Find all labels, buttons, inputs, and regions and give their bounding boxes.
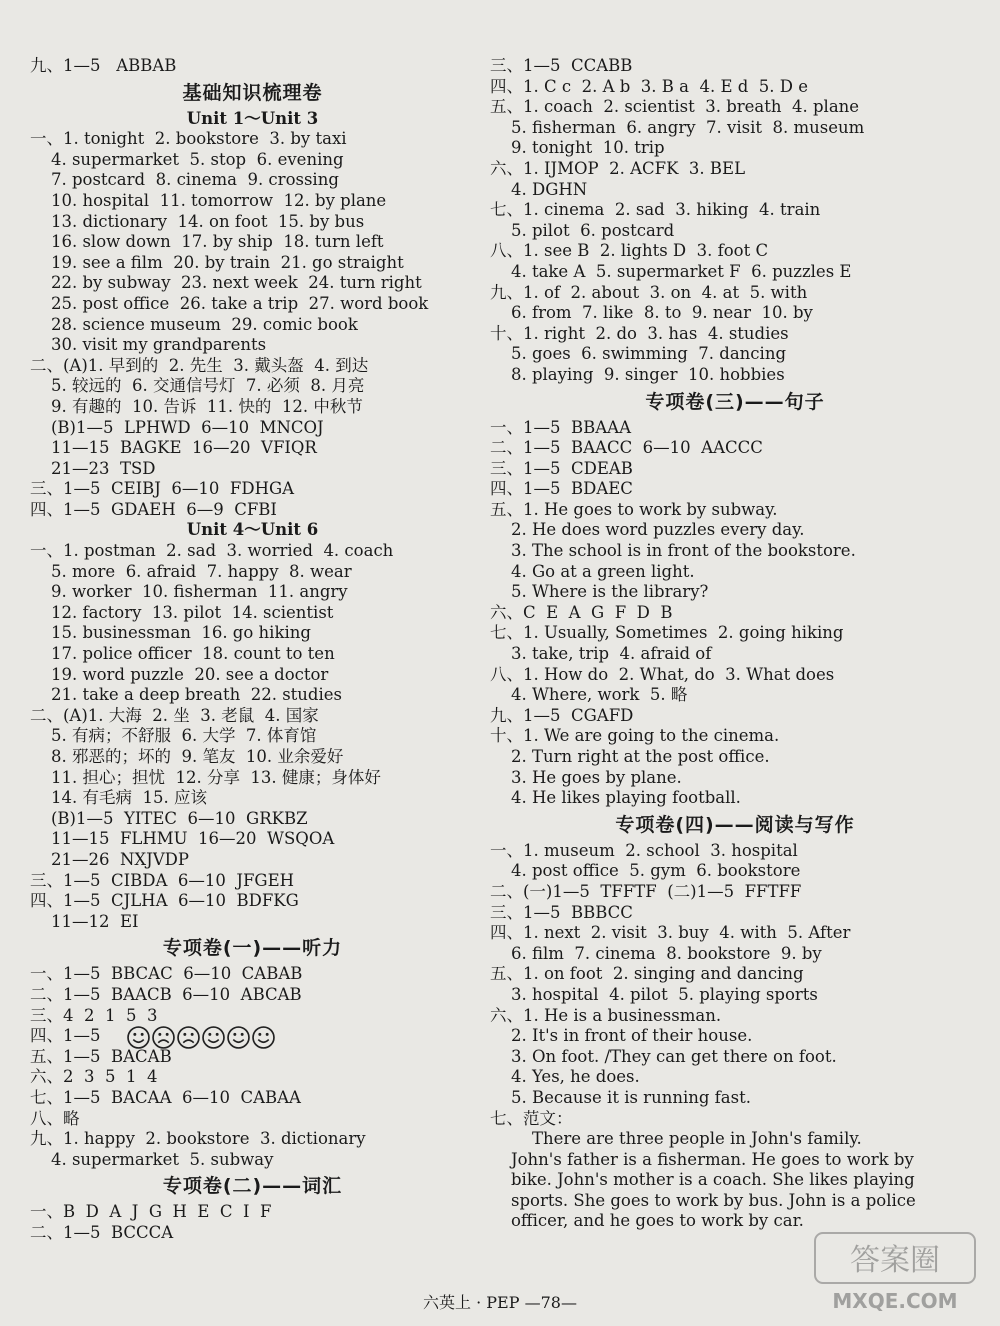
answer-line: 十、1. right 2. do 3. has 4. studies: [490, 323, 789, 343]
answer-line: There are three people in John's family.: [490, 1129, 862, 1149]
answer-line: 四、1. next 2. visit 3. buy 4. with 5. After: [490, 923, 851, 943]
left-column: [30, 56, 475, 1243]
section-heading: 专项卷(四)——阅读与写作: [615, 813, 855, 836]
answer-line: 22. by subway 23. next week 24. turn right: [30, 273, 422, 293]
answer-line: 3. The school is in front of the bookstore.: [490, 541, 856, 561]
answer-line: 六、1. IJMOP 2. ACFK 3. BEL: [490, 158, 746, 178]
answer-line: 3. He goes by plane.: [490, 767, 682, 787]
answer-line: 二、(A)1. 大海 2. 坐 3. 老鼠 4. 国家: [30, 705, 319, 725]
happy-face-icon: [227, 1026, 250, 1049]
answer-line: 六、2 3 5 1 4: [30, 1067, 158, 1087]
answer-line: 八、略: [30, 1108, 80, 1128]
answer-line: 5. fisherman 6. angry 7. visit 8. museum: [490, 117, 865, 137]
answer-line: 三、4 2 1 5 3: [30, 1005, 158, 1025]
answer-line: 四、1—5 GDAEH 6—9 CFBI: [30, 499, 277, 519]
sad-face-icon: [177, 1026, 200, 1049]
section-heading: 专项卷(一)——听力: [162, 937, 343, 960]
answer-line: 13. dictionary 14. on foot 15. by bus: [30, 211, 365, 231]
answer-line: 三、1—5 CCABB: [490, 56, 633, 75]
answer-line: 17. police officer 18. count to ten: [30, 644, 335, 664]
answer-line: sports. She goes to work by bus. John is a police: [490, 1190, 916, 1210]
answer-line: 4. Where, work 5. 略: [490, 685, 688, 705]
answer-line: 21—23 TSD: [30, 458, 156, 478]
answer-line: 九、1—5 ABBAB: [30, 56, 177, 75]
answer-line: 三、1—5 CIBDA 6—10 JFGEH: [30, 870, 295, 890]
answer-line: 2. He does word puzzles every day.: [490, 520, 805, 540]
answer-line: 七、范文：: [490, 1108, 573, 1128]
answer-line: 八、1. see B 2. lights D 3. foot C: [490, 241, 769, 261]
answer-line: 九、1. happy 2. bookstore 3. dictionary: [30, 1129, 366, 1149]
answer-line: 9. tonight 10. trip: [490, 138, 665, 158]
answer-line: 三、1—5 CEIBJ 6—10 FDHGA: [30, 479, 295, 499]
answer-line: officer, and he goes to work by car.: [490, 1211, 804, 1231]
answer-line: 四、1. C c 2. A b 3. B a 4. E d 5. D e: [490, 76, 809, 96]
answer-line: 21. take a deep breath 22. studies: [30, 685, 343, 705]
answer-line: 二、(A)1. 早到的 2. 先生 3. 戴头盔 4. 到达: [30, 355, 369, 375]
sad-face-icon: [152, 1026, 175, 1049]
answer-line: 6. from 7. like 8. to 9. near 10. by: [490, 303, 813, 323]
right-column: [490, 56, 980, 1232]
answer-line: 三、1—5 CDEAB: [490, 458, 633, 478]
answer-line: 九、1. of 2. about 3. on 4. at 5. with: [490, 282, 808, 302]
answer-line: 4. supermarket 5. stop 6. evening: [30, 149, 344, 169]
answer-line: 16. slow down 17. by ship 18. turn left: [30, 232, 384, 252]
watermark-cn: 答案圈: [850, 1243, 940, 1278]
watermark-url: MXQE.COM: [832, 1289, 958, 1313]
unit-heading: Unit 4～Unit 6: [186, 520, 319, 540]
answer-line: 2. It's in front of their house.: [490, 1026, 753, 1046]
watermark-logo: [810, 1228, 980, 1318]
answer-line: 6. film 7. cinema 8. bookstore 9. by: [490, 943, 822, 963]
answer-line: 一、1—5 BBCAC 6—10 CABAB: [30, 964, 303, 984]
answer-line: 一、1—5 BBAAA: [490, 417, 631, 437]
answer-line: 4. He likes playing football.: [490, 788, 741, 808]
answer-line: 3. hospital 4. pilot 5. playing sports: [490, 984, 818, 1004]
answer-line: 一、1. tonight 2. bookstore 3. by taxi: [30, 129, 347, 149]
answer-line: 4. DGHN: [490, 179, 588, 199]
answer-line: 9. 有趣的 10. 告诉 11. 快的 12. 中秋节: [30, 396, 363, 416]
answer-line: 19. word puzzle 20. see a doctor: [30, 664, 329, 684]
answer-line: 11—15 FLHMU 16—20 WSQOA: [30, 829, 335, 849]
answer-line: 11—12 EI: [30, 911, 139, 931]
happy-face-icon: [127, 1026, 150, 1049]
answer-line: 4. Go at a green light.: [490, 561, 695, 581]
happy-face-icon: [202, 1026, 225, 1049]
answer-line: 一、1. museum 2. school 3. hospital: [490, 840, 798, 860]
answer-line: 二、1—5 BAACC 6—10 AACCC: [490, 438, 763, 458]
answer-line: 一、1. postman 2. sad 3. worried 4. coach: [30, 541, 394, 561]
answer-line: 四、1—5: [30, 1026, 101, 1046]
answer-line: 5. Where is the library?: [490, 582, 709, 602]
answer-line: 4. supermarket 5. subway: [30, 1149, 274, 1169]
answer-line: 七、1—5 BACAA 6—10 CABAA: [30, 1087, 301, 1107]
answer-line: 5. 较远的 6. 交通信号灯 7. 必须 8. 月亮: [30, 376, 365, 396]
answer-line: (B)1—5 LPHWD 6—10 MNCOJ: [30, 417, 324, 437]
answer-line: 3. take, trip 4. afraid of: [490, 644, 712, 664]
answer-line: 四、1—5 CJLHA 6—10 BDFKG: [30, 891, 299, 911]
answer-line: 3. On foot. /They can get there on foot.: [490, 1046, 837, 1066]
answer-line: 四、1—5 BDAEC: [490, 479, 633, 499]
answer-line: 9. worker 10. fisherman 11. angry: [30, 582, 348, 602]
answer-line: 五、1. coach 2. scientist 3. breath 4. plane: [490, 97, 860, 117]
answer-line: 14. 有毛病 15. 应该: [30, 788, 207, 808]
answer-line: 30. visit my grandparents: [30, 335, 267, 355]
answer-line: 8. 邪恶的；坏的 9. 笔友 10. 业余爱好: [30, 747, 344, 766]
answer-line: 19. see a film 20. by train 21. go straight: [30, 252, 404, 272]
section-heading: 专项卷(三)——句子: [645, 390, 825, 413]
answer-line: 五、1—5 BACAB: [30, 1046, 172, 1066]
page-footer: 六英上 · PEP —78—: [423, 1293, 577, 1312]
happy-face-icon: [252, 1026, 275, 1049]
answer-line: 二、(一)1—5 TFFTF (二)1—5 FFTFF: [490, 881, 802, 901]
answer-line: 5. goes 6. swimming 7. dancing: [490, 344, 787, 364]
answer-line: 5. more 6. afraid 7. happy 8. wear: [30, 561, 352, 581]
answer-line: 21—26 NXJVDP: [30, 849, 190, 869]
answer-line: 4. Yes, he does.: [490, 1067, 640, 1087]
answer-line: 11—15 BAGKE 16—20 VFIQR: [30, 438, 317, 458]
answer-line: 4. take A 5. supermarket F 6. puzzles E: [490, 261, 852, 281]
answer-line: bike. John's mother is a coach. She likes playing: [490, 1170, 915, 1190]
answer-line: 五、1. on foot 2. singing and dancing: [490, 964, 804, 984]
answer-line: 28. science museum 29. comic book: [30, 314, 358, 334]
answer-line: 12. factory 13. pilot 14. scientist: [30, 602, 334, 622]
answer-line: John's father is a fisherman. He goes to work by: [490, 1149, 914, 1169]
answer-line: 十、1. We are going to the cinema.: [490, 726, 780, 746]
answer-line: 5. 有病；不舒服 6. 大学 7. 体育馆: [30, 726, 317, 746]
answer-line: 2. Turn right at the post office.: [490, 747, 770, 766]
answer-line: 七、1. Usually, Sometimes 2. going hiking: [490, 623, 844, 643]
unit-heading: Unit 1～Unit 3: [186, 108, 319, 128]
answer-line: 二、1—5 BCCCA: [30, 1222, 174, 1242]
answer-line: 三、1—5 BBBCC: [490, 902, 633, 922]
answer-line: (B)1—5 YITEC 6—10 GRKBZ: [30, 808, 308, 828]
answer-line: 11. 担心；担忧 12. 分享 13. 健康；身体好: [30, 767, 381, 787]
answer-line: 六、C E A G F D B: [490, 602, 673, 622]
section-heading: 基础知识梳理卷: [182, 81, 323, 104]
answer-line: 15. businessman 16. go hiking: [30, 623, 311, 643]
answer-line: 4. post office 5. gym 6. bookstore: [490, 861, 801, 881]
answer-line: 10. hospital 11. tomorrow 12. by plane: [30, 190, 387, 210]
answer-line: 25. post office 26. take a trip 27. word book: [30, 293, 429, 313]
answer-line: 七、1. cinema 2. sad 3. hiking 4. train: [490, 200, 821, 220]
answer-line: 五、1. He goes to work by subway.: [490, 499, 778, 519]
answer-line: 5. Because it is running fast.: [490, 1087, 751, 1107]
answer-line: 八、1. How do 2. What, do 3. What does: [490, 664, 835, 684]
section-heading: 专项卷(二)——词汇: [162, 1175, 343, 1198]
answer-line: 二、1—5 BAACB 6—10 ABCAB: [30, 984, 302, 1004]
answer-line: 5. pilot 6. postcard: [490, 220, 675, 240]
answer-line: 九、1—5 CGAFD: [490, 705, 634, 725]
answer-line: 8. playing 9. singer 10. hobbies: [490, 364, 785, 384]
answer-line: 7. postcard 8. cinema 9. crossing: [30, 170, 339, 190]
answer-line: 一、B D A J G H E C I F: [30, 1202, 272, 1222]
answer-line: 六、1. He is a businessman.: [490, 1005, 722, 1025]
